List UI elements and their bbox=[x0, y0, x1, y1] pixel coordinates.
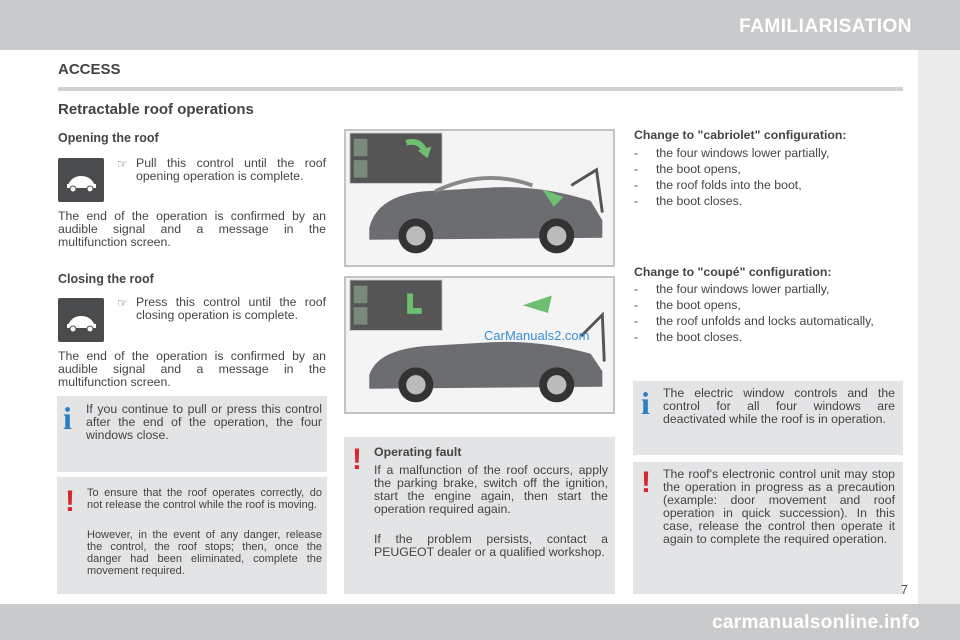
info-icon: i bbox=[63, 400, 72, 436]
list-item: - the boot opens, bbox=[634, 162, 904, 177]
warning-panel bbox=[57, 477, 327, 594]
fault-paragraph-2: If the problem persists, contact a PEUGEOT dealer or a qualified workshop. bbox=[374, 532, 608, 559]
fault-heading: Operating fault bbox=[374, 445, 462, 459]
closing-heading: Closing the roof bbox=[58, 272, 154, 286]
list-item: - the boot opens, bbox=[634, 298, 904, 313]
operating-fault-panel bbox=[344, 437, 615, 594]
cabriolet-steps bbox=[634, 146, 904, 210]
page-number: 7 bbox=[900, 582, 908, 597]
info-icon: i bbox=[641, 385, 650, 421]
info-text: The electric window controls and the control for all four windows are deactivated while the roof is in operation. bbox=[663, 386, 895, 426]
warning-paragraph-1: To ensure that the roof operates correctly, do not release the control while the roof is moving. bbox=[87, 487, 322, 511]
photo-opening-roof bbox=[344, 129, 615, 267]
list-item: - the boot closes. bbox=[634, 194, 904, 209]
coupe-heading: Change to "coupé" configuration: bbox=[634, 265, 832, 279]
pointing-hand-icon: ☞ bbox=[117, 157, 128, 171]
section-title: ACCESS bbox=[58, 61, 121, 78]
list-item: - the four windows lower partially, bbox=[634, 282, 904, 297]
warning-icon: ! bbox=[65, 485, 75, 518]
opening-heading: Opening the roof bbox=[58, 131, 159, 145]
cabriolet-heading: Change to "cabriolet" configuration: bbox=[634, 128, 847, 142]
coupe-steps bbox=[634, 282, 904, 346]
photo-closing-roof bbox=[344, 276, 615, 414]
warning-icon: ! bbox=[352, 443, 362, 476]
footer-watermark: carmanualsonline.info bbox=[712, 612, 920, 633]
warning-icon: ! bbox=[641, 466, 651, 499]
section-divider bbox=[58, 87, 903, 91]
info-panel bbox=[633, 381, 903, 455]
list-item: - the roof unfolds and locks automatically, bbox=[634, 314, 904, 329]
roof-control-icon bbox=[58, 298, 104, 342]
info-text: If you continue to pull or press this control after the end of the operation, the four windows close. bbox=[86, 402, 322, 442]
closing-instruction: Press this control until the roof closing operation is complete. bbox=[136, 295, 326, 322]
opening-result: The end of the operation is confirmed by an audible signal and a message in the multifunction screen. bbox=[58, 209, 326, 249]
list-item: - the four windows lower partially, bbox=[634, 146, 904, 161]
closing-result: The end of the operation is confirmed by an audible signal and a message in the multifunction screen. bbox=[58, 349, 326, 389]
list-item: - the boot closes. bbox=[634, 330, 904, 345]
opening-instruction: Pull this control until the roof opening operation is complete. bbox=[136, 156, 326, 183]
warning-panel bbox=[633, 462, 903, 594]
roof-control-icon bbox=[58, 158, 104, 202]
page-edge-strip bbox=[918, 50, 960, 610]
fault-paragraph-1: If a malfunction of the roof occurs, apply the parking brake, switch off the ignition, start the engine again, then start the operation required again. bbox=[374, 463, 608, 516]
pointing-hand-icon: ☞ bbox=[117, 296, 128, 310]
photo-watermark: CarManuals2.com bbox=[484, 328, 590, 343]
header-bar bbox=[0, 0, 960, 50]
page-subtitle: Retractable roof operations bbox=[58, 101, 254, 118]
info-panel bbox=[57, 396, 327, 472]
warning-text: The roof's electronic control unit may stop the operation in progress as a precaution (example: door movement and roof operation in quick succession). In this case, release the control then operate it again to complete the required operation. bbox=[663, 467, 895, 546]
list-item: - the roof folds into the boot, bbox=[634, 178, 904, 193]
warning-paragraph-2: However, in the event of any danger, release the control, the roof stops; then, once the danger had been eliminated, complete the movement required. bbox=[87, 529, 322, 577]
chapter-title: FAMILIARISATION bbox=[739, 16, 912, 37]
